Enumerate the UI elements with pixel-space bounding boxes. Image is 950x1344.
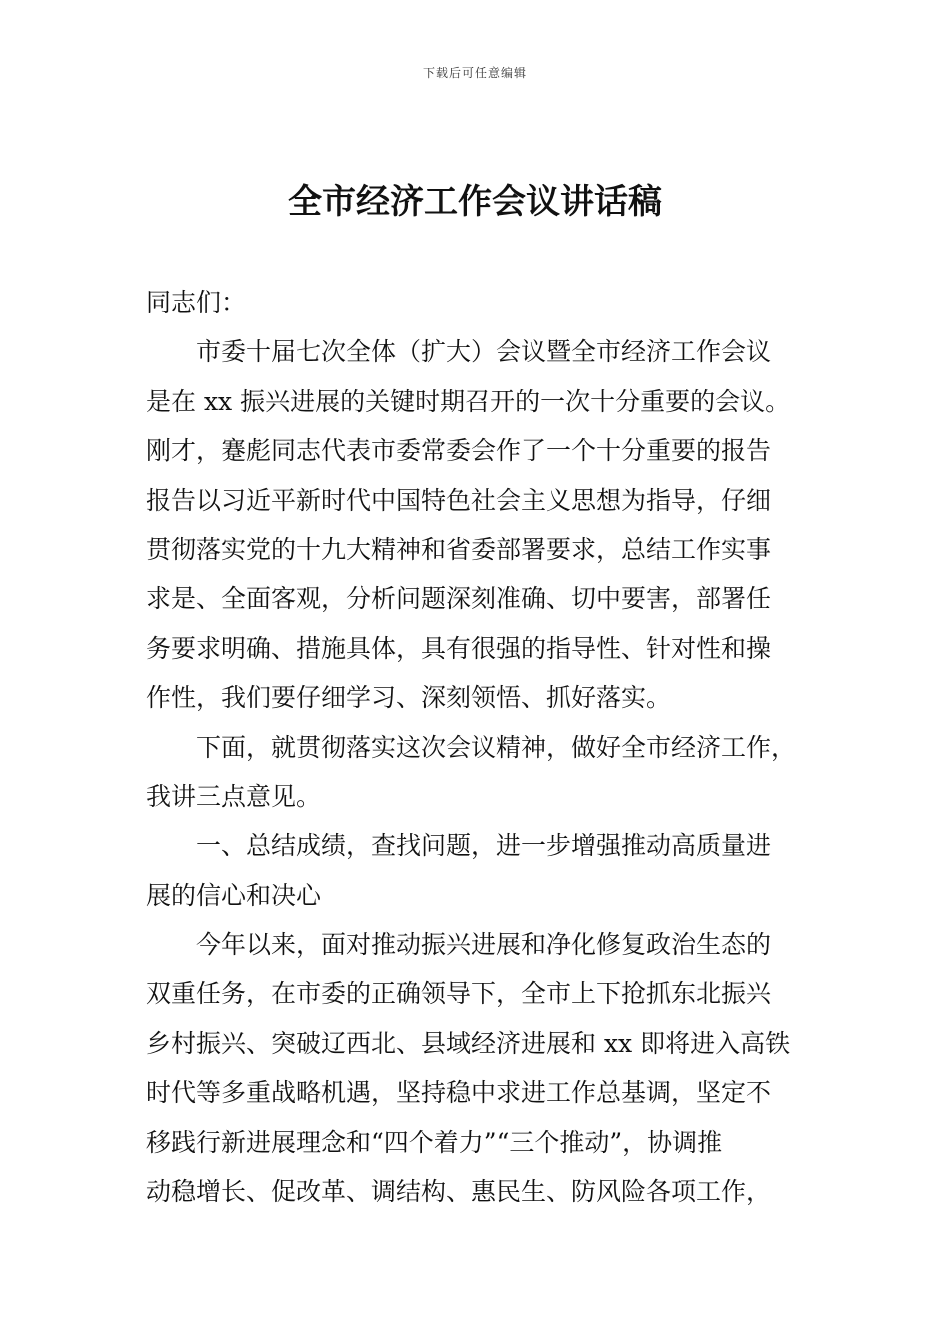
document-body xyxy=(146,278,836,1216)
paragraph-line: 报告以习近平新时代中国特色社会主义思想为指导，仔细 xyxy=(146,485,772,515)
paragraph-line: 时代等多重战略机遇，坚持稳中求进工作总基调，坚定不 xyxy=(146,1078,772,1108)
paragraph-line: 下面，就贯彻落实这次会议精神，做好全市经济工作， xyxy=(196,732,797,762)
salutation-line: 同志们： xyxy=(146,288,247,317)
paragraph-line: 今年以来，面对推动振兴进展和净化修复政治生态的 xyxy=(196,930,772,960)
paragraph-line: 乡村振兴、突破辽西北、县域经济进展和 xx 即将进入高铁 xyxy=(146,1028,791,1058)
paragraph-line: 双重任务，在市委的正确领导下，全市上下抢抓东北振兴 xyxy=(146,979,772,1009)
paragraph-line: 移践行新进展理念和“四个着力”“三个推动”，协调推 xyxy=(146,1127,723,1157)
paragraph-line: 作性，我们要仔细学习、深刻领悟、抓好落实。 xyxy=(146,683,672,713)
paragraph-line: 我讲三点意见。 xyxy=(146,781,322,811)
section-heading-line: 一、总结成绩，查找问题，进一步增强推动高质量进 xyxy=(196,831,772,861)
paragraph-line: 是在 xx 振兴进展的关键时期召开的一次十分重要的会议。 xyxy=(146,386,791,416)
paragraph-line: 贯彻落实党的十九大精神和省委部署要求，总结工作实事 xyxy=(146,534,772,564)
paragraph-line: 求是、全面客观，分析问题深刻准确、切中要害，部署任 xyxy=(146,584,772,614)
paragraph-line: 刚才，蹇彪同志代表市委常委会作了一个十分重要的报告 xyxy=(146,436,772,466)
paragraph-line: 市委十届七次全体（扩大）会议暨全市经济工作会议 xyxy=(196,337,772,367)
section-heading-line: 展的信心和决心 xyxy=(146,880,322,910)
page-header-note: 下载后可任意编辑 xyxy=(422,66,527,80)
paragraph-line: 务要求明确、措施具体，具有很强的指导性、针对性和操 xyxy=(146,633,772,663)
paragraph-line: 动稳增长、促改革、调结构、惠民生、防风险各项工作， xyxy=(146,1177,772,1207)
document-title: 全市经济工作会议讲话稿 xyxy=(288,182,662,222)
